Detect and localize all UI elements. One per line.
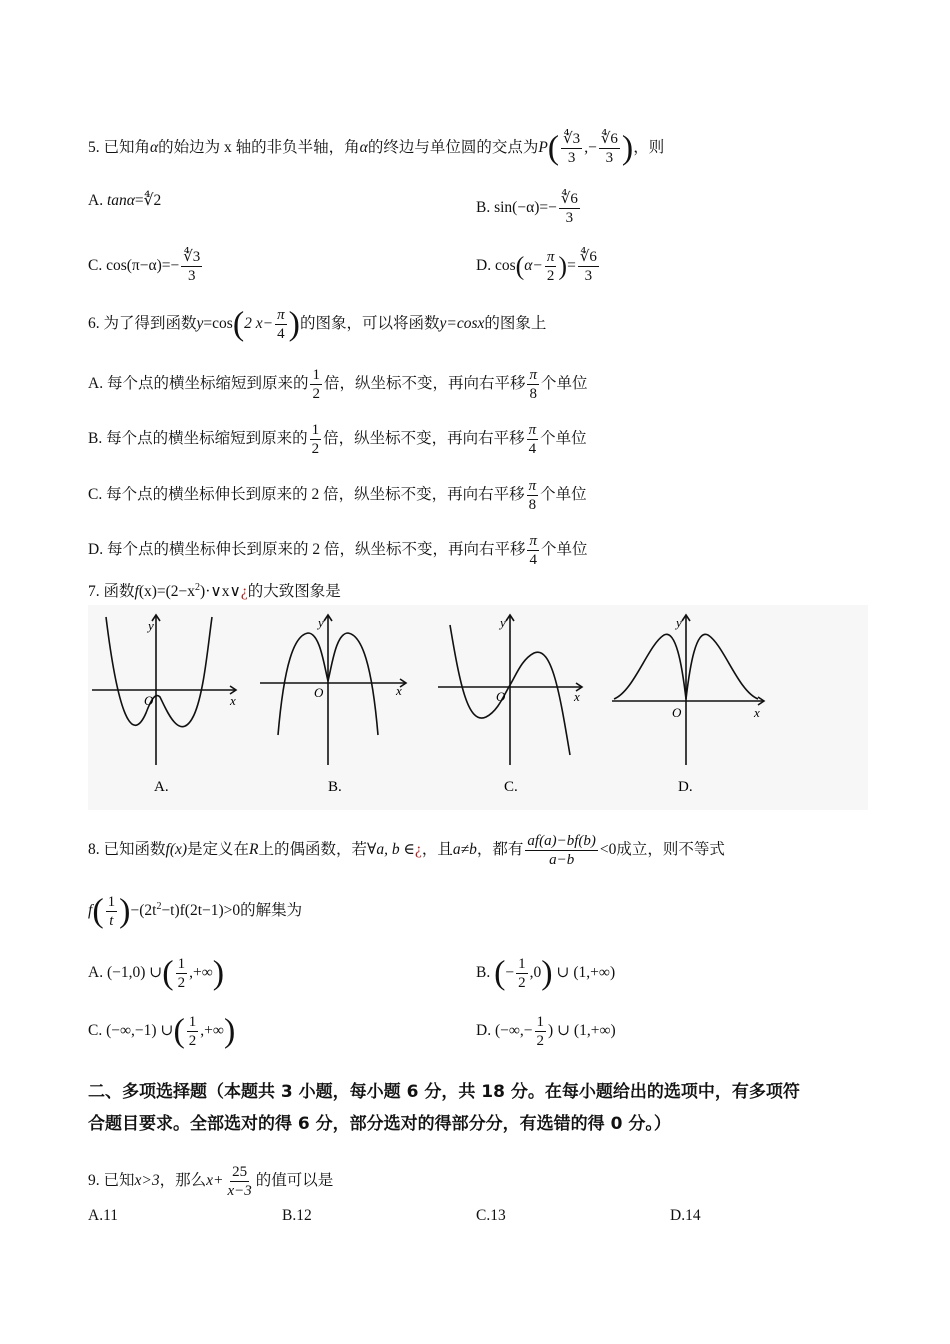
graph-c-y-label: y xyxy=(500,615,506,630)
graph-c-label: C. xyxy=(504,779,518,795)
graph-c xyxy=(438,615,582,765)
graph-d-origin: O xyxy=(672,705,682,720)
graph-a xyxy=(92,615,236,765)
graph-a-origin: O xyxy=(144,693,154,708)
q5-option-b: B. sin(−α)=− $\frac{∜6}{3}$ xyxy=(476,191,578,226)
q8-inequality: f( $\frac{1}{t}$ )$-(2t^2-t)f(2t-1)>0$的解集为 xyxy=(88,892,303,930)
q9-option-b: B.12 xyxy=(282,1207,312,1224)
q8-option-c: C. (−∞,−1) ∪( $\frac{1}{2}$ ,+∞) xyxy=(88,1012,236,1050)
graph-c-origin: O xyxy=(496,689,506,704)
q5-option-d: D. cos(α− $\frac{\pi}{2}$ )= $\frac{∜6}{3}$ xyxy=(476,249,597,284)
graph-b xyxy=(260,615,406,765)
graph-b-y-label: y xyxy=(318,615,324,630)
q6-option-b: B. 每个点的横坐标缩短到原来的 $\frac{1}{2}$ 倍，纵坐标不变，再向右平移 $\frac{\pi}{4}$ 个单位 xyxy=(88,422,587,457)
q7-graphs-svg xyxy=(88,605,868,810)
graph-c-x-label: x xyxy=(574,689,580,704)
q9-stem: 9. 已知x>3，那么x+ $\frac{25}{x-3}$ 的值可以是 xyxy=(88,1164,334,1199)
graph-b-origin: O xyxy=(314,685,324,700)
q5-option-a: A. tanα=∜2 xyxy=(88,192,162,209)
q5-stem: 5. 已知角α的始边为 x 轴的非负半轴，角α的终边与单位圆的交点为P( $\frac{∜3}{3}$ ,− $\frac{∜6}{3}$ )，则 xyxy=(88,129,665,167)
graph-a-x-label: x xyxy=(230,693,236,708)
graph-b-x-label: x xyxy=(396,683,402,698)
section-2-heading-line2: 合题目要求。全部选对的得 6 分，部分选对的得部分分，有选错的得 0 分。） xyxy=(88,1114,671,1134)
q9-option-d: D.14 xyxy=(670,1207,701,1224)
q8-option-d: D. (−∞,− $\frac{1}{2}$ ) ∪ (1,+∞) xyxy=(476,1014,616,1049)
q6-stem: 6. 为了得到函数y=cos(2 x− $\frac{\pi}{4}$ )的图象，可以将函数y=cosx的图象上 xyxy=(88,305,547,343)
q7-stem: 7. 函数$f(x)=(2-x^2)\cdot\vee x\vee¿$的大致图象是 xyxy=(88,582,341,601)
graph-d-label: D. xyxy=(678,779,693,795)
section-2-heading-line1: 二、多项选择题（本题共 3 小题，每小题 6 分，共 18 分。在每小题给出的选项中，有多项符 xyxy=(88,1082,800,1102)
q9-option-c: C.13 xyxy=(476,1207,506,1224)
q6-option-a: A. 每个点的横坐标缩短到原来的 $\frac{1}{2}$ 倍，纵坐标不变，再向右平移 $\frac{\pi}{8}$ 个单位 xyxy=(88,367,588,402)
graph-b-label: B. xyxy=(328,779,342,795)
graph-d-y-label: y xyxy=(676,615,682,630)
section-2-heading xyxy=(88,1076,868,1140)
q6-option-d: D. 每个点的横坐标伸长到原来的 2 倍，纵坐标不变，再向右平移 $\frac{\pi}{4}$ 个单位 xyxy=(88,533,588,568)
q8-stem: 8. 已知函数f(x)是定义在R上的偶函数，若∀a, b ∈¿，且a≠b，都有 $\frac{af(a)-bf(b)}{a-b}$ <0成立，则不等式 xyxy=(88,833,725,868)
graph-d-x-label: x xyxy=(754,705,760,720)
q9-option-a: A.11 xyxy=(88,1207,118,1224)
q8-option-a: A. (−1,0) ∪( $\frac{1}{2}$ ,+∞) xyxy=(88,954,225,992)
q7-graph-options xyxy=(88,605,868,810)
graph-a-label: A. xyxy=(154,779,169,795)
q8-option-b: B. (− $\frac{1}{2}$ ,0) ∪ (1,+∞) xyxy=(476,954,616,992)
q5-option-c: C. cos(π−α)=− $\frac{∜3}{3}$ xyxy=(88,249,201,284)
graph-a-y-label: y xyxy=(148,618,154,633)
q6-option-c: C. 每个点的横坐标伸长到原来的 2 倍，纵坐标不变，再向右平移 $\frac{\pi}{8}$ 个单位 xyxy=(88,478,587,513)
graph-d xyxy=(612,615,764,765)
